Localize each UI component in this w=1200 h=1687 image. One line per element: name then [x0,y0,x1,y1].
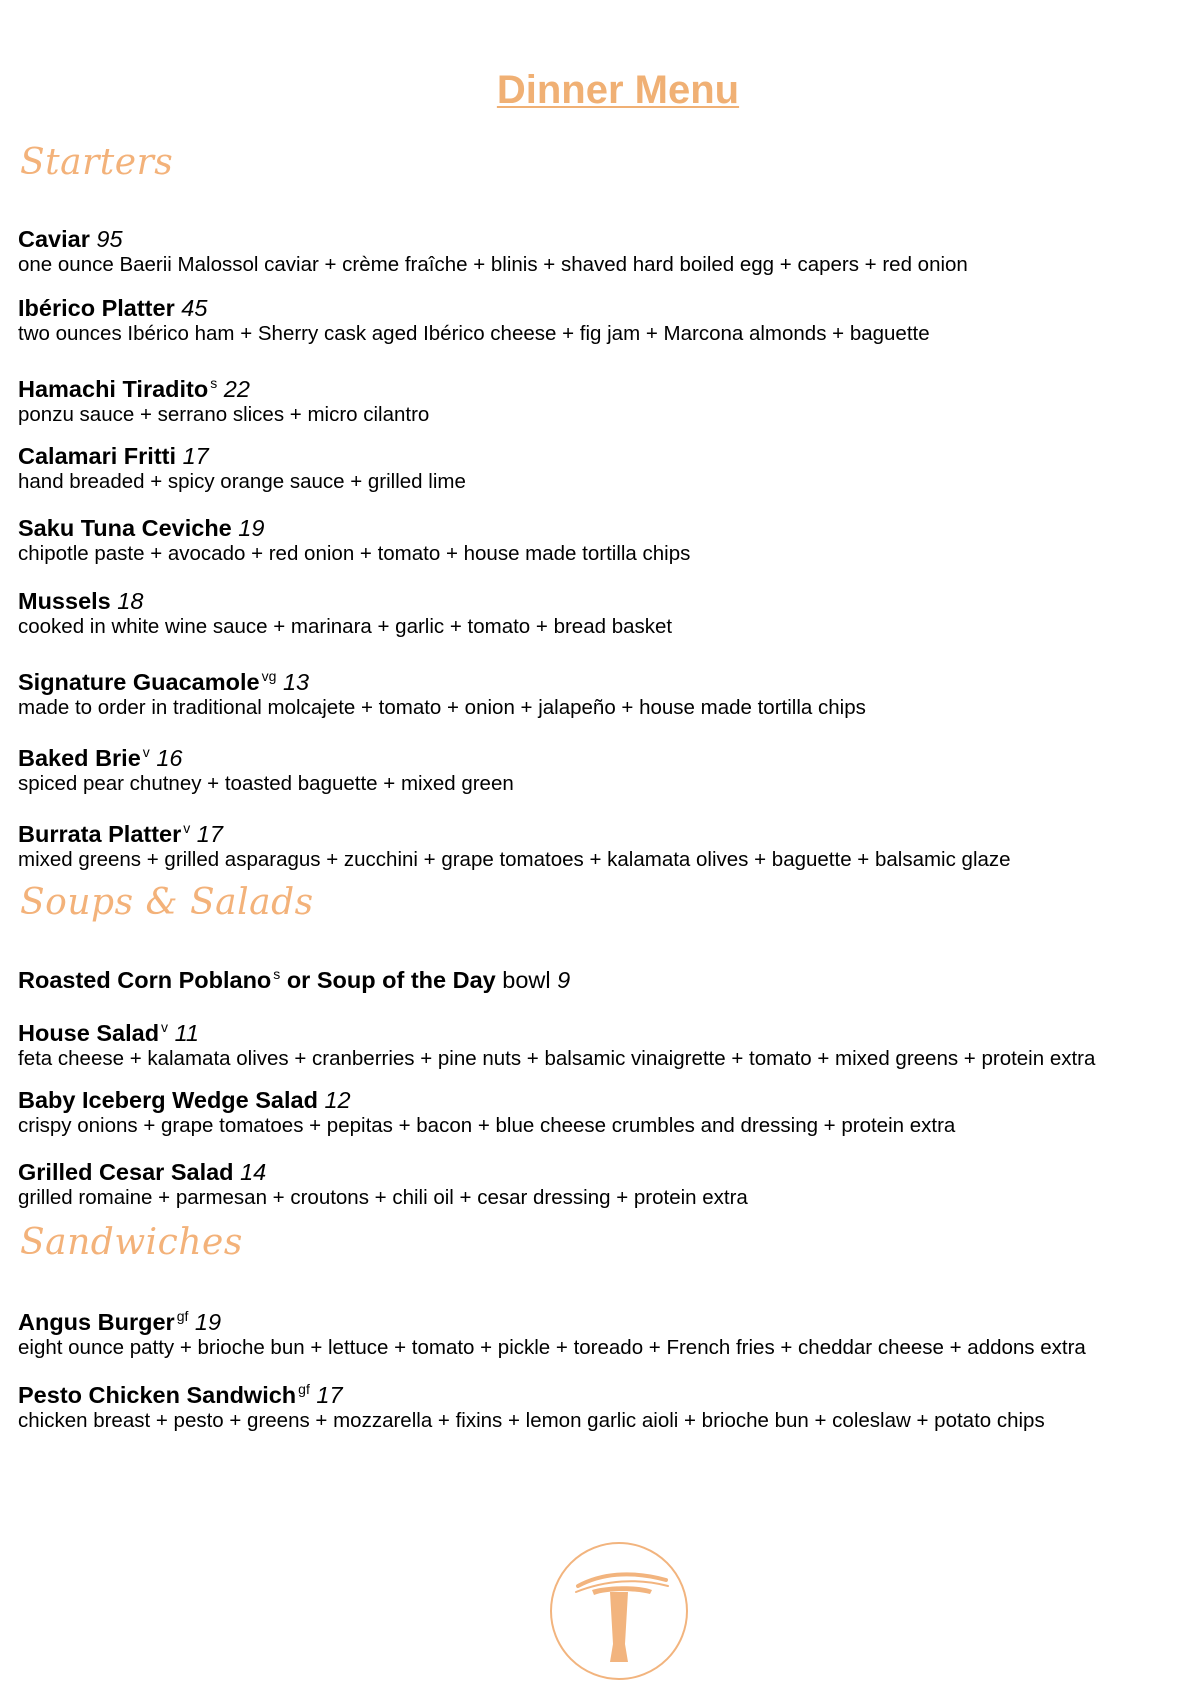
item-title [18,225,1193,253]
item-title [18,514,1193,542]
item-price: 16 [156,745,183,771]
menu-item [18,1158,1193,1210]
item-price: 17 [316,1382,343,1408]
item-name: House Salad [18,1020,160,1046]
item-title [18,814,1193,848]
item-name: Baked Brie [18,745,141,771]
dietary-tag: s [273,966,281,982]
item-size: bowl [495,967,551,993]
item-title [18,442,1193,470]
dietary-tag: gf [298,1381,310,1397]
item-name: Grilled Cesar Salad [18,1159,234,1185]
item-name: Ibérico Platter [18,295,175,321]
dietary-tag: v [183,820,191,836]
dietary-tag: s [210,375,218,391]
item-description: mixed greens + grilled asparagus + zucchini + grape tomatoes + kalamata olives + baguette + balsamic glaze [18,848,1011,871]
menu-item [18,225,1193,277]
item-description: grilled romaine + parmesan + croutons + chili oil + cesar dressing + protein extra [18,1186,748,1209]
page-title: Dinner Menu [496,68,740,112]
item-title [18,294,1193,322]
item-price: 17 [196,821,223,847]
dietary-tag: v [161,1019,169,1035]
menu-item [18,442,1193,494]
item-price: 19 [238,515,265,541]
item-description: made to order in traditional molcajete + tomato + onion + jalapeño + house made tortilla chips [18,696,866,719]
item-description: cooked in white wine sauce + marinara + garlic + tomato + bread basket [18,615,673,638]
item-title [18,587,1193,615]
item-description: ponzu sauce + serrano slices + micro cilantro [18,403,430,426]
item-alternative: or Soup of the Day [280,967,496,993]
menu-item [18,1013,1193,1071]
menu-item [18,814,1193,872]
item-price: 45 [181,295,208,321]
item-title [18,369,1193,403]
item-price: 22 [223,376,250,402]
item-name: Angus Burger [18,1309,175,1335]
item-price: 13 [282,669,310,695]
item-price: 9 [557,967,571,993]
item-title [18,1158,1193,1186]
section-heading-sandwiches: Sandwiches [20,1222,243,1263]
dietary-tag: vg [261,668,277,684]
item-name: Hamachi Tiradito [18,376,209,402]
item-title [18,662,1193,696]
item-price: 17 [182,443,209,469]
item-description: spiced pear chutney + toasted baguette + mixed green [18,772,514,795]
menu-item [18,369,1193,427]
item-price: 18 [117,588,144,614]
item-name: Burrata Platter [18,821,182,847]
item-description: chicken breast + pesto + greens + mozzarella + fixins + lemon garlic aioli + brioche bun + coleslaw + potato chips [18,1409,1045,1432]
item-name: Signature Guacamole [18,669,260,695]
item-price: 14 [240,1159,267,1185]
item-description: feta cheese + kalamata olives + cranberries + pine nuts + balsamic vinaigrette + tomato + mixed greens + protein extra [18,1047,1096,1070]
menu-item [18,1302,1193,1360]
item-title [18,1013,1193,1047]
item-title [18,1375,1193,1409]
item-price: 12 [324,1087,351,1113]
item-price: 11 [174,1020,199,1046]
item-name: Roasted Corn Poblano [18,967,272,993]
item-title [18,1302,1193,1336]
item-description: crispy onions + grape tomatoes + pepitas + bacon + blue cheese crumbles and dressing + protein extra [18,1114,956,1137]
dietary-tag: gf [176,1308,189,1324]
item-description: eight ounce patty + brioche bun + lettuce + tomato + pickle + toreado + French fries + cheddar cheese + addons extra [18,1336,1086,1359]
item-description: hand breaded + spicy orange sauce + grilled lime [18,470,466,493]
menu-item [18,587,1193,639]
item-name: Pesto Chicken Sandwich [18,1382,297,1408]
section-heading-starters: Starters [20,142,174,183]
item-price: 19 [194,1309,222,1335]
menu-item [18,1375,1193,1433]
section-heading-soups-salads: Soups & Salads [20,882,314,923]
menu-item [18,294,1193,346]
item-name: Calamari Fritti [18,443,177,469]
menu-item [18,662,1193,720]
restaurant-logo [548,1540,690,1682]
dietary-tag: v [142,744,150,760]
item-price: 95 [96,226,123,252]
item-name: Mussels [18,588,111,614]
menu-item [18,960,1193,994]
logo-emblem-icon [548,1540,690,1682]
item-description: two ounces Ibérico ham + Sherry cask aged Ibérico cheese + fig jam + Marcona almonds + baguette [18,322,930,345]
item-name: Saku Tuna Ceviche [18,515,232,541]
item-title [18,960,1193,994]
item-name: Baby Iceberg Wedge Salad [18,1087,318,1113]
item-description: chipotle paste + avocado + red onion + tomato + house made tortilla chips [18,542,691,565]
menu-item [18,514,1193,566]
item-name: Caviar [18,226,90,252]
item-title [18,1086,1193,1114]
menu-item [18,1086,1193,1138]
menu-item [18,738,1193,796]
item-title [18,738,1193,772]
item-description: one ounce Baerii Malossol caviar + crème fraîche + blinis + shaved hard boiled egg + capers + red onion [18,253,968,276]
